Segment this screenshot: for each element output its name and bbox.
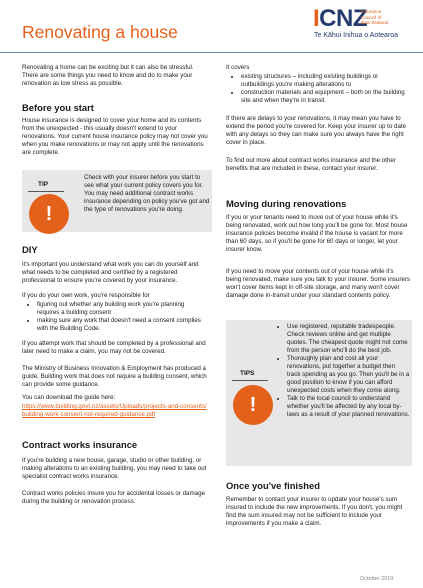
list-item: • Thoroughly plan and cost all your renovations, put together a budget then track spending as you go. Then you'll be in a good position to know if you can afford unexpected costs when they come along. <box>287 355 410 395</box>
exclamation-icon: ! <box>233 385 273 425</box>
icnz-logo: ICNZ <box>313 5 367 32</box>
list-item: • making sure any work that doesn't need a consent complies with the Building Code. <box>37 317 208 333</box>
before-you-start-text: House insurance is designed to cover your home and its contents from the unexpected - this usually doesn't extend to your renovations. Your current house insurance policy may not cover you when you make renovations or may not apply until the renovations are complete. <box>22 117 208 156</box>
covers-bullet-list <box>226 73 408 105</box>
footer-date: October 2019 <box>360 576 394 582</box>
diy-own-work-text: If you do your own work, you're responsible for <box>22 292 150 299</box>
covers-text: It covers <box>226 64 250 71</box>
list-item: • existing structures – including existing buildings or outbuildings you're making alterations to <box>241 73 408 89</box>
list-item: • figuring out whether any building work you're planning requires a building consent <box>37 301 208 317</box>
moving-heading: Moving during renovations <box>226 198 347 209</box>
once-finished-heading: Once you've finished <box>226 480 320 491</box>
list-item: • Use registered, reputable tradespeople. Check reviews online and get multiple quotes. The cheapest quote might not come from the person who'll do the best job. <box>287 323 410 355</box>
tips-bullet-list <box>276 323 410 419</box>
diy-professional-text: If you attempt work that should be completed by a professional and later need to make a claim, you may not be covered. <box>22 340 206 355</box>
download-guide-text: You can download the guide here: <box>22 394 116 401</box>
contract-works-text: If you're building a new house, garage, studio or other building, or making alterations to an existing building, you may need to take out specialist contract works insurance. <box>22 457 207 480</box>
tips-label: TIPS <box>240 370 255 377</box>
ministry-guide-text: The Ministry of Business Innovation & Employment has produced a guide, Building work that does not require a building consent, which can provide some guidance. <box>22 365 207 388</box>
guide-link[interactable]: https://www.building.govt.nz/assets/Uploads/projects-and-consents/building-work-consent-not-required-guidance.pdf <box>22 403 207 418</box>
header-divider <box>0 52 423 53</box>
logo-maori-name: Te Kāhui Inihua o Aotearoa <box>314 32 399 39</box>
exclamation-icon: ! <box>29 194 69 234</box>
once-finished-text: Remember to contact your insurer to update your house's sum insured to include the new improvements. If you don't, you might find the sum insured may not be sufficient to include your improvements if you make a claim. <box>226 496 403 527</box>
tip-label: TIP <box>38 181 49 188</box>
moving-text: If you or your tenants need to move out of your house while it's being renovated, work out how long you'll be gone for. Most house insurance policies become invalid if the house is vacant for more than 60 days, so if you'll be gone for 60 days or longer, let your insurer know. <box>226 214 408 253</box>
list-item: • construction materials and equipment – both on the building site and when they're in transit. <box>241 89 408 105</box>
diy-heading: DIY <box>22 244 38 255</box>
moving-contents-text: If you need to move your contents out of your house while it's being renovated, make sure you talk to your insurer. Some insurers won't cover items kept in off-site storage, and many won't cover damage done in-transit under your standard contents policy. <box>226 268 410 299</box>
tip-underline <box>28 191 64 192</box>
before-you-start-heading: Before you start <box>22 102 94 113</box>
list-item: • Talk to the local council to understand whether you'll be affected by any local by-laws as a result of your planned renovations. <box>287 395 410 419</box>
tip-text: Check with your insurer before you start to see what your current policy covers you for. You may need additional contract works insurance depending on policy you've got and the type of renovations you're doing. <box>84 174 210 213</box>
diy-text: It's important you understand what work you can do yourself and what needs to be completed and certified by a registered professional to ensure you're covered by your insurance. <box>22 261 199 284</box>
diy-bullet-list <box>22 301 208 333</box>
tips-underline <box>232 380 268 381</box>
contract-works-heading: Contract works insurance <box>22 439 138 450</box>
find-out-more-text: To find out more about contract works insurance and the other benefits that are included in these, contact your insurer. <box>226 157 396 172</box>
intro-paragraph: Renovating a home can be exciting but it can also be stressful. There are some things you need to know and do to make your renovation as low stress as possible. <box>22 64 194 87</box>
contract-works-policy-text: Contract works policies insure you for accidental losses or damage during the building or renovation process. <box>22 490 205 505</box>
delays-text: If there are delays to your renovations, it may mean you have to extend the period you're covered for. Keep your insurer up to date with any delays so they can make sure you always have the right cover in place. <box>226 115 407 146</box>
page-title: Renovating a house <box>22 22 178 42</box>
logo-subtitle: Insurance Council of New Zealand <box>361 9 389 26</box>
